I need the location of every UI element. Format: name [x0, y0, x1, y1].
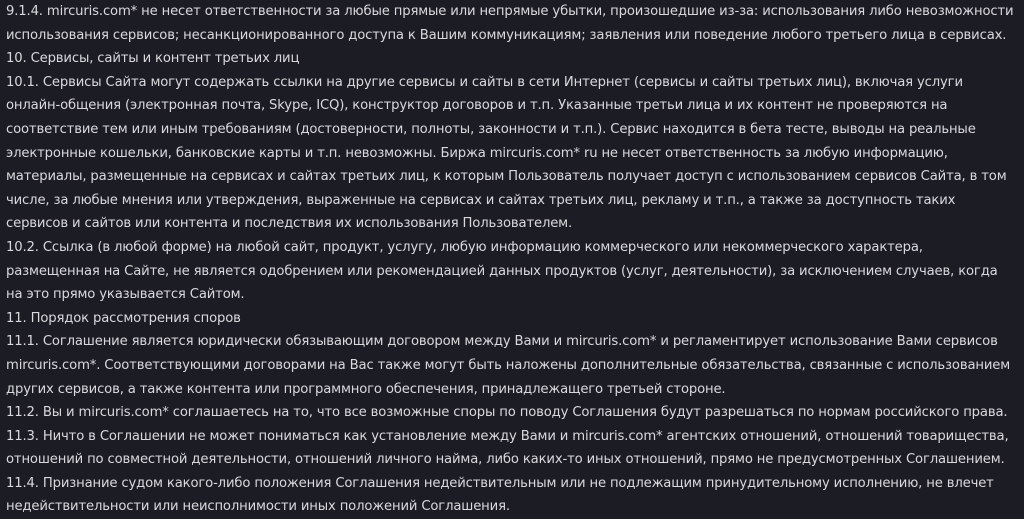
clause-11-1: 11.1. Соглашение является юридически обязывающим договором между Вами и mircuris.com* и регламентирует использование Вами сервисов mircuris.com*. Соответствующими договорами на Вас также могут быть наложены дополнительные обязательства, связанные с использованием других сервисов, а также контента или программного обеспечения, принадлежащего третьей стороне. — [6, 334, 1011, 397]
section-heading-11: 11. Порядок рассмотрения споров — [6, 310, 241, 326]
clause-11-4: 11.4. Признание судом какого-либо положения Соглашения недействительным или не подлежащим принудительному исполнению, не влечет недействительности или неисполнимости иных положений Соглашения. — [6, 475, 994, 515]
terms-document — [6, 0, 1016, 519]
section-heading-10: 10. Сервисы, сайты и контент третьих лиц — [6, 51, 300, 67]
clause-10-2: 10.2. Ссылка (в любой форме) на любой сайт, продукт, услугу, любую информацию коммерческого или некоммерческого характера, размещенная на Сайте, не является одобрением или рекомендацией данных продуктов (услуг, деятельности), за исключением случаев, когда на это прямо указывается Сайтом. — [6, 239, 998, 303]
clause-10-1: 10.1. Сервисы Сайта могут содержать ссылки на другие сервисы и сайты в сети Интернет (сервисы и сайты третьих лиц), включая услуги онлайн-общения (электронная почта, Skype, ICQ), конструктор договоров и т.п. Указанные третьи лица и их контент не проверяются на соответствие тем или иным требованиям (достоверности, полноты, законности и т.п.). Сервис находится в бета тесте, выводы на реальные электронные кошельки, банковские карты и т.п. невозможны. Биржа mircuris.com* ru не несет ответственность за любую информацию, материалы, размещенные на сервисах и сайтах третьих лиц, к которым Пользователь получает доступ с использованием сервисов Сайта, в том числе, за любые мнения или утверждения, выраженные на сервисах и сайтах третьих лиц, рекламу и т.п., а также за доступность таких сервисов и сайтов или контента и последствия их использования Пользователем. — [6, 74, 1007, 232]
clause-9-1-4: 9.1.4. mircuris.com* не несет ответственности за любые прямые или непрямые убытки, произошедшие из-за: использования либо невозможности использования сервисов; несанкционированного доступа к Вашим коммуникациям; заявления или поведение любого третьего лица в сервисах. — [6, 4, 1014, 43]
clause-11-3: 11.3. Ничто в Соглашении не может пониматься как установление между Вами и mircuris.com* агентских отношений, отношений товарищества, отношений по совместной деятельности, отношений личного найма, либо каких-то иных отношений, прямо не предусмотренных Соглашением. — [6, 428, 1009, 468]
clause-11-2: 11.2. Вы и mircuris.com* соглашаетесь на то, что все возможные споры по поводу Соглашения будут разрешаться по нормам российского права. — [6, 405, 1008, 421]
